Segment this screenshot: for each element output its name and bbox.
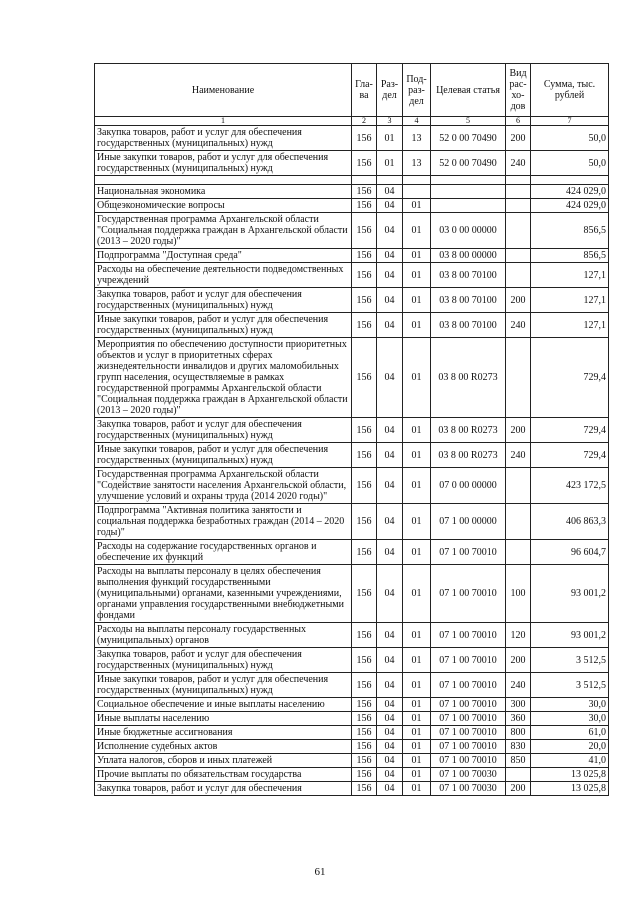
cell-razdel: 04 — [377, 565, 403, 623]
cell-podrazdel: 13 — [403, 151, 431, 176]
cell-target — [431, 176, 506, 185]
cell-razdel: 01 — [377, 126, 403, 151]
cell-name: Общеэкономические вопросы — [95, 199, 352, 213]
cell-razdel: 04 — [377, 338, 403, 418]
cell-vid: 200 — [506, 782, 531, 796]
cell-glava: 156 — [352, 418, 377, 443]
table-row — [95, 726, 609, 740]
cell-target: 07 1 00 70010 — [431, 698, 506, 712]
cell-razdel: 04 — [377, 263, 403, 288]
cell-sum: 13 025,8 — [531, 768, 609, 782]
cell-podrazdel: 01 — [403, 768, 431, 782]
cell-podrazdel: 01 — [403, 623, 431, 648]
table-row — [95, 740, 609, 754]
cell-target: 03 8 00 R0273 — [431, 418, 506, 443]
cell-target: 03 8 00 70100 — [431, 263, 506, 288]
cell-target: 07 1 00 70030 — [431, 768, 506, 782]
cell-vid: 200 — [506, 418, 531, 443]
cell-podrazdel: 01 — [403, 782, 431, 796]
cell-razdel: 04 — [377, 754, 403, 768]
table-row — [95, 288, 609, 313]
cell-podrazdel: 01 — [403, 754, 431, 768]
header-name: Наименование — [95, 64, 352, 117]
cell-name: Иные закупки товаров, работ и услуг для обеспечения государственных (муниципальных) нужд — [95, 313, 352, 338]
table-row — [95, 213, 609, 249]
cell-sum: 424 029,0 — [531, 185, 609, 199]
cell-vid: 240 — [506, 673, 531, 698]
cell-target: 07 0 00 00000 — [431, 468, 506, 504]
cell-sum: 13 025,8 — [531, 782, 609, 796]
cell-vid: 800 — [506, 726, 531, 740]
table-row — [95, 540, 609, 565]
cell-vid: 120 — [506, 623, 531, 648]
column-number-row — [95, 117, 609, 126]
cell-podrazdel: 01 — [403, 712, 431, 726]
cell-razdel: 04 — [377, 698, 403, 712]
cell-sum: 127,1 — [531, 288, 609, 313]
cell-glava: 156 — [352, 504, 377, 540]
cell-podrazdel: 01 — [403, 263, 431, 288]
page-number: 61 — [314, 866, 326, 878]
budget-table — [94, 63, 609, 796]
table-row — [95, 712, 609, 726]
cell-razdel: 04 — [377, 468, 403, 504]
cell-sum: 30,0 — [531, 698, 609, 712]
cell-glava: 156 — [352, 673, 377, 698]
cell-name: Подпрограмма "Активная политика занятости и социальная поддержка безработных граждан (2014 – 2020 годы)" — [95, 504, 352, 540]
cell-vid: 300 — [506, 698, 531, 712]
table-row — [95, 768, 609, 782]
cell-glava: 156 — [352, 126, 377, 151]
column-number: 6 — [506, 117, 531, 126]
cell-target: 07 1 00 70010 — [431, 623, 506, 648]
cell-razdel: 04 — [377, 726, 403, 740]
table-row — [95, 249, 609, 263]
cell-podrazdel — [403, 185, 431, 199]
cell-target: 52 0 00 70490 — [431, 126, 506, 151]
table-row — [95, 418, 609, 443]
cell-name: Государственная программа Архангельской области "Социальная поддержка граждан в Архангельской области (2013 – 2020 годы)" — [95, 213, 352, 249]
cell-vid: 100 — [506, 565, 531, 623]
table-row — [95, 504, 609, 540]
cell-name: Мероприятия по обеспечению доступности приоритетных объектов и услуг в приоритетных сферах жизнедеятельности инвалидов и других маломобильных групп населения, осуществляемые в рамках государственной программы Архангельской области "Социальная поддержка граждан в Архангельской области (2013 – 2020 годы)" — [95, 338, 352, 418]
cell-vid — [506, 185, 531, 199]
cell-sum: 41,0 — [531, 754, 609, 768]
cell-glava: 156 — [352, 199, 377, 213]
cell-razdel: 04 — [377, 540, 403, 565]
cell-razdel: 04 — [377, 288, 403, 313]
cell-razdel: 04 — [377, 782, 403, 796]
cell-vid — [506, 338, 531, 418]
cell-target: 07 1 00 70030 — [431, 782, 506, 796]
cell-razdel: 04 — [377, 249, 403, 263]
cell-glava: 156 — [352, 249, 377, 263]
cell-glava: 156 — [352, 565, 377, 623]
cell-sum: 729,4 — [531, 443, 609, 468]
header-target: Целевая статья — [431, 64, 506, 117]
cell-sum: 3 512,5 — [531, 648, 609, 673]
cell-podrazdel: 01 — [403, 726, 431, 740]
cell-target: 03 8 00 00000 — [431, 249, 506, 263]
cell-razdel: 04 — [377, 213, 403, 249]
table-row — [95, 338, 609, 418]
cell-podrazdel: 01 — [403, 540, 431, 565]
cell-glava: 156 — [352, 623, 377, 648]
table-row — [95, 754, 609, 768]
cell-name: Иные выплаты населению — [95, 712, 352, 726]
cell-name: Государственная программа Архангельской области "Содействие занятости населения Архангельской области, улучшение условий и охраны труда (2014 2020 годы)" — [95, 468, 352, 504]
cell-glava: 156 — [352, 698, 377, 712]
table-row — [95, 623, 609, 648]
cell-target: 07 1 00 70010 — [431, 565, 506, 623]
cell-sum: 20,0 — [531, 740, 609, 754]
cell-name: Иные закупки товаров, работ и услуг для обеспечения государственных (муниципальных) нужд — [95, 673, 352, 698]
cell-podrazdel: 01 — [403, 288, 431, 313]
cell-name: Расходы на выплаты персоналу государственных (муниципальных) органов — [95, 623, 352, 648]
cell-target: 07 1 00 70010 — [431, 540, 506, 565]
cell-target: 03 8 00 70100 — [431, 288, 506, 313]
cell-target: 07 1 00 70010 — [431, 712, 506, 726]
cell-target: 07 1 00 70010 — [431, 673, 506, 698]
cell-glava: 156 — [352, 648, 377, 673]
cell-razdel: 04 — [377, 623, 403, 648]
cell-sum: 424 029,0 — [531, 199, 609, 213]
cell-glava: 156 — [352, 726, 377, 740]
cell-name: Уплата налогов, сборов и иных платежей — [95, 754, 352, 768]
cell-glava: 156 — [352, 754, 377, 768]
cell-target: 03 8 00 R0273 — [431, 443, 506, 468]
cell-target: 03 8 00 R0273 — [431, 338, 506, 418]
cell-name: Расходы на обеспечение деятельности подведомственных учреждений — [95, 263, 352, 288]
cell-vid: 850 — [506, 754, 531, 768]
cell-sum: 50,0 — [531, 126, 609, 151]
header-razdel: Раз-дел — [377, 64, 403, 117]
cell-sum: 423 172,5 — [531, 468, 609, 504]
cell-glava: 156 — [352, 313, 377, 338]
cell-name: Социальное обеспечение и иные выплаты населению — [95, 698, 352, 712]
cell-razdel: 04 — [377, 740, 403, 754]
cell-vid: 200 — [506, 288, 531, 313]
cell-podrazdel: 01 — [403, 313, 431, 338]
cell-podrazdel: 01 — [403, 199, 431, 213]
header-glava: Гла-ва — [352, 64, 377, 117]
cell-name: Иные закупки товаров, работ и услуг для обеспечения государственных (муниципальных) нужд — [95, 443, 352, 468]
cell-glava: 156 — [352, 338, 377, 418]
table-row — [95, 648, 609, 673]
cell-razdel: 01 — [377, 151, 403, 176]
cell-podrazdel: 13 — [403, 126, 431, 151]
cell-vid: 200 — [506, 648, 531, 673]
cell-vid: 360 — [506, 712, 531, 726]
cell-target: 07 1 00 70010 — [431, 754, 506, 768]
cell-razdel: 04 — [377, 768, 403, 782]
cell-target: 52 0 00 70490 — [431, 151, 506, 176]
cell-podrazdel: 01 — [403, 249, 431, 263]
cell-sum: 93 001,2 — [531, 623, 609, 648]
cell-vid — [506, 199, 531, 213]
cell-razdel: 04 — [377, 504, 403, 540]
cell-sum: 856,5 — [531, 213, 609, 249]
cell-target: 07 1 00 70010 — [431, 726, 506, 740]
header-sum: Сумма, тыс. рублей — [531, 64, 609, 117]
table-row — [95, 126, 609, 151]
cell-target — [431, 185, 506, 199]
cell-razdel: 04 — [377, 712, 403, 726]
cell-podrazdel: 01 — [403, 418, 431, 443]
cell-podrazdel: 01 — [403, 468, 431, 504]
table-row — [95, 673, 609, 698]
cell-sum: 50,0 — [531, 151, 609, 176]
cell-target: 07 1 00 70010 — [431, 740, 506, 754]
cell-sum: 729,4 — [531, 338, 609, 418]
cell-glava: 156 — [352, 288, 377, 313]
cell-vid — [506, 263, 531, 288]
column-number: 1 — [95, 117, 352, 126]
cell-target: 03 8 00 70100 — [431, 313, 506, 338]
cell-podrazdel: 01 — [403, 443, 431, 468]
cell-name: Закупка товаров, работ и услуг для обеспечения государственных (муниципальных) нужд — [95, 648, 352, 673]
table-row — [95, 443, 609, 468]
header-vid: Вид рас-хо-дов — [506, 64, 531, 117]
cell-target — [431, 199, 506, 213]
table-row — [95, 468, 609, 504]
cell-sum — [531, 176, 609, 185]
empty-row — [95, 176, 609, 185]
cell-podrazdel: 01 — [403, 565, 431, 623]
cell-name: Закупка товаров, работ и услуг для обеспечения — [95, 782, 352, 796]
cell-razdel: 04 — [377, 673, 403, 698]
cell-podrazdel: 01 — [403, 740, 431, 754]
cell-vid: 200 — [506, 126, 531, 151]
cell-vid — [506, 504, 531, 540]
cell-name: Национальная экономика — [95, 185, 352, 199]
table-row — [95, 263, 609, 288]
cell-glava: 156 — [352, 740, 377, 754]
table-row — [95, 782, 609, 796]
cell-vid: 240 — [506, 151, 531, 176]
cell-podrazdel: 01 — [403, 648, 431, 673]
cell-glava: 156 — [352, 213, 377, 249]
cell-vid — [506, 468, 531, 504]
table-row — [95, 185, 609, 199]
cell-sum: 127,1 — [531, 263, 609, 288]
table-row — [95, 565, 609, 623]
cell-name: Иные закупки товаров, работ и услуг для обеспечения государственных (муниципальных) нужд — [95, 151, 352, 176]
table-row — [95, 698, 609, 712]
cell-sum: 61,0 — [531, 726, 609, 740]
cell-glava: 156 — [352, 151, 377, 176]
cell-razdel — [377, 176, 403, 185]
table-row — [95, 151, 609, 176]
cell-glava: 156 — [352, 540, 377, 565]
cell-vid — [506, 176, 531, 185]
cell-razdel: 04 — [377, 313, 403, 338]
cell-sum: 93 001,2 — [531, 565, 609, 623]
cell-podrazdel: 01 — [403, 673, 431, 698]
cell-glava: 156 — [352, 263, 377, 288]
cell-name: Закупка товаров, работ и услуг для обеспечения государственных (муниципальных) нужд — [95, 288, 352, 313]
cell-glava: 156 — [352, 782, 377, 796]
cell-name: Исполнение судебных актов — [95, 740, 352, 754]
cell-glava: 156 — [352, 185, 377, 199]
table-row — [95, 313, 609, 338]
cell-razdel: 04 — [377, 443, 403, 468]
cell-name: Расходы на выплаты персоналу в целях обеспечения выполнения функций государственными (муниципальными) органами, казенными учреждениями, органами управления государственными внебюджетными фондами — [95, 565, 352, 623]
cell-sum: 127,1 — [531, 313, 609, 338]
cell-glava: 156 — [352, 768, 377, 782]
column-number: 4 — [403, 117, 431, 126]
cell-podrazdel: 01 — [403, 698, 431, 712]
cell-razdel: 04 — [377, 199, 403, 213]
cell-sum: 729,4 — [531, 418, 609, 443]
cell-name: Расходы на содержание государственных органов и обеспечение их функций — [95, 540, 352, 565]
cell-name — [95, 176, 352, 185]
cell-sum: 96 604,7 — [531, 540, 609, 565]
cell-target: 03 0 00 00000 — [431, 213, 506, 249]
cell-razdel: 04 — [377, 418, 403, 443]
cell-podrazdel: 01 — [403, 338, 431, 418]
header-row — [95, 64, 609, 117]
cell-sum: 856,5 — [531, 249, 609, 263]
cell-razdel: 04 — [377, 648, 403, 673]
cell-target: 07 1 00 00000 — [431, 504, 506, 540]
column-number: 3 — [377, 117, 403, 126]
cell-razdel: 04 — [377, 185, 403, 199]
cell-podrazdel: 01 — [403, 504, 431, 540]
cell-name: Прочие выплаты по обязательствам государства — [95, 768, 352, 782]
cell-vid: 830 — [506, 740, 531, 754]
header-podrazdel: Под-раз-дел — [403, 64, 431, 117]
cell-vid — [506, 213, 531, 249]
cell-podrazdel: 01 — [403, 213, 431, 249]
cell-vid: 240 — [506, 313, 531, 338]
cell-name: Закупка товаров, работ и услуг для обеспечения государственных (муниципальных) нужд — [95, 418, 352, 443]
cell-sum: 30,0 — [531, 712, 609, 726]
cell-vid — [506, 249, 531, 263]
table-body — [95, 126, 609, 796]
cell-sum: 406 863,3 — [531, 504, 609, 540]
table-row — [95, 199, 609, 213]
cell-target: 07 1 00 70010 — [431, 648, 506, 673]
cell-vid — [506, 540, 531, 565]
cell-glava: 156 — [352, 468, 377, 504]
cell-podrazdel — [403, 176, 431, 185]
cell-vid: 240 — [506, 443, 531, 468]
column-number: 7 — [531, 117, 609, 126]
cell-glava: 156 — [352, 443, 377, 468]
cell-name: Подпрограмма "Доступная среда" — [95, 249, 352, 263]
cell-vid — [506, 768, 531, 782]
column-number: 2 — [352, 117, 377, 126]
cell-sum: 3 512,5 — [531, 673, 609, 698]
cell-name: Иные бюджетные ассигнования — [95, 726, 352, 740]
cell-glava — [352, 176, 377, 185]
cell-name: Закупка товаров, работ и услуг для обеспечения государственных (муниципальных) нужд — [95, 126, 352, 151]
cell-glava: 156 — [352, 712, 377, 726]
column-number: 5 — [431, 117, 506, 126]
